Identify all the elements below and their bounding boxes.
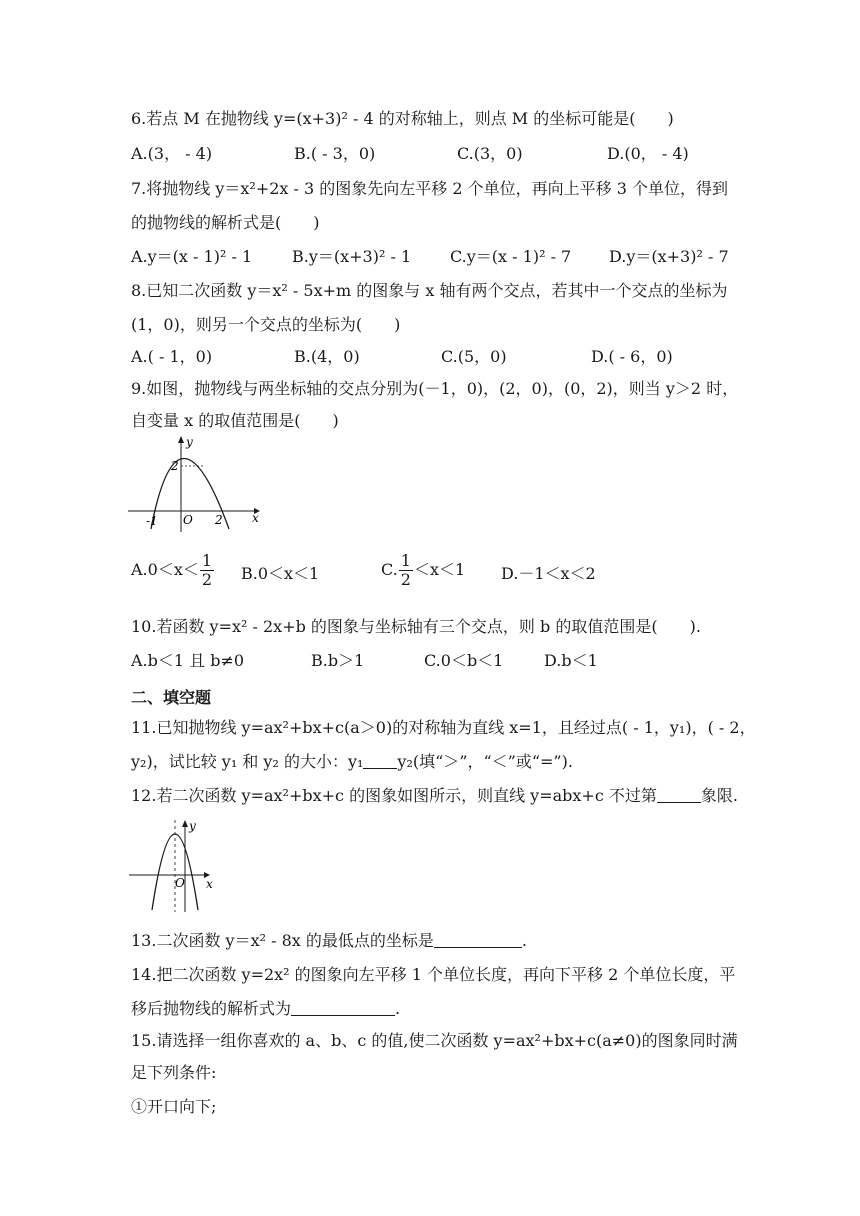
q6-option-d: D.(0， - 4) — [607, 144, 689, 163]
section-fill-in-blank-heading: 二、填空题 — [131, 688, 212, 707]
q14-stem-part-b: . — [395, 999, 401, 1018]
q9-parabola-graph — [126, 432, 266, 536]
q11-stem-part-a: y₂)，试比较 y₁ 和 y₂ 的大小：y₁ — [131, 752, 364, 771]
q11-answer-blank[interactable] — [363, 752, 397, 769]
question-9-stem-line2: 自变量 x 的取值范围是( ) — [131, 411, 339, 430]
q9-origin-label: O — [183, 513, 193, 527]
q7-option-c: C.y＝(x - 1)² - 7 — [450, 247, 572, 266]
q14-stem-part-a: 移后抛物线的解析式为 — [131, 999, 292, 1018]
q12-y-axis-arrow — [182, 820, 188, 827]
question-7-stem-line2: 的抛物线的解析式是( ) — [131, 213, 320, 232]
q9-option-c-denominator: 2 — [400, 570, 411, 589]
q8-option-b: B.(4，0) — [294, 347, 360, 366]
q7-option-b: B.y＝(x+3)² - 1 — [292, 247, 412, 266]
q9-option-a — [131, 552, 215, 589]
q9-option-c-fraction — [399, 552, 413, 589]
question-14-stem-line1: 14.把二次函数 y=2x² 的图象向左平移 1 个单位长度，再向下平移 2 个单位长度，平 — [131, 965, 736, 984]
q9-option-c-prefix: C. — [381, 560, 398, 579]
question-7-stem-line1: 7.将抛物线 y＝x²+2x - 3 的图象先向左平移 2 个单位，再向上平移 3 个单位，得到 — [131, 179, 728, 198]
q7-option-d: D.y＝(x+3)² - 7 — [609, 247, 729, 266]
q8-option-d: D.( - 6，0) — [591, 347, 673, 366]
q9-option-a-prefix: A.0＜x＜ — [131, 560, 199, 579]
q10-option-d: D.b＜1 — [544, 651, 598, 670]
q6-option-a: A.(3， - 4) — [131, 144, 213, 163]
question-13-stem — [131, 930, 527, 952]
q9-option-c-numerator: 1 — [400, 551, 411, 570]
q9-option-a-numerator: 1 — [201, 551, 213, 570]
question-15-stem-line2: 足下列条件: — [131, 1063, 217, 1082]
q12-x-label: x — [206, 877, 213, 891]
q13-answer-blank[interactable] — [434, 931, 522, 948]
q9-option-c-suffix: ＜x＜1 — [413, 560, 466, 579]
q10-option-b: B.b＞1 — [311, 651, 365, 670]
question-9-stem-line1: 9.如图，抛物线与两坐标轴的交点分别为(－1，0)，(2，0)，(0，2)，则当 y＞2 时， — [131, 379, 739, 398]
q10-option-a: A.b＜1 且 b≠0 — [131, 651, 245, 670]
q6-option-c: C.(3，0) — [457, 144, 523, 163]
q9-option-c — [381, 552, 465, 589]
question-8-stem-line1: 8.已知二次函数 y＝x² - 5x+m 的图象与 x 轴有两个交点，若其中一个交点的坐标为 — [131, 281, 728, 300]
q12-answer-blank[interactable] — [657, 786, 701, 803]
q13-stem-part-b: . — [521, 931, 527, 950]
question-6-stem: 6.若点 M 在抛物线 y=(x+3)² - 4 的对称轴上，则点 M 的坐标可能是( ) — [131, 109, 674, 128]
q9-y-axis-arrow — [178, 436, 184, 443]
q9-x-label: x — [252, 511, 259, 525]
q9-tick-neg1: -1 — [146, 514, 158, 528]
q9-option-d: D.－1＜x＜2 — [501, 564, 596, 583]
q9-tick-2-y: 2 — [171, 459, 179, 473]
question-8-stem-line2: (1，0)，则另一个交点的坐标为( ) — [131, 315, 401, 334]
q12-y-label: y — [189, 819, 196, 833]
q7-option-a: A.y＝(x - 1)² - 1 — [131, 247, 253, 266]
q14-answer-blank[interactable] — [291, 999, 395, 1016]
q8-option-a: A.( - 1，0) — [131, 347, 213, 366]
q12-stem-part-a: 12.若二次函数 y=ax²+bx+c 的图象如图所示，则直线 y=abx+c 不过第 — [131, 786, 657, 805]
q12-parabola-graph — [126, 816, 221, 914]
q6-option-b: B.( - 3，0) — [294, 144, 376, 163]
q9-tick-2-x: 2 — [215, 513, 223, 527]
q9-option-b: B.0＜x＜1 — [241, 564, 320, 583]
question-15-stem-line1: 15.请选择一组你喜欢的 a、b、c 的值,使二次函数 y=ax²+bx+c(a≠0)的图象同时满 — [131, 1031, 738, 1050]
question-12-stem — [131, 785, 738, 807]
q12-origin-label: O — [175, 876, 185, 890]
q12-stem-part-b: 象限. — [700, 786, 738, 805]
question-10-stem: 10.若函数 y=x² - 2x+b 的图象与坐标轴有三个交点，则 b 的取值范围是( ). — [131, 617, 701, 636]
q9-option-a-denominator: 2 — [201, 570, 213, 589]
q8-option-c: C.(5，0) — [441, 347, 507, 366]
q9-y-label: y — [186, 435, 193, 449]
q11-stem-part-b: y₂(填“＞”，“＜”或“=”). — [397, 752, 573, 771]
q10-option-c: C.0＜b＜1 — [424, 651, 504, 670]
question-14-stem-line2 — [131, 998, 400, 1020]
question-11-stem-line2 — [131, 751, 573, 773]
question-15-condition-1: ①开口向下; — [131, 1097, 217, 1116]
question-11-stem-line1: 11.已知抛物线 y=ax²+bx+c(a＞0)的对称轴为直线 x=1，且经过点( - 1，y₁)，( - 2， — [131, 718, 756, 737]
q13-stem-part-a: 13.二次函数 y＝x² - 8x 的最低点的坐标是 — [131, 931, 434, 950]
q9-option-a-fraction — [200, 552, 214, 589]
